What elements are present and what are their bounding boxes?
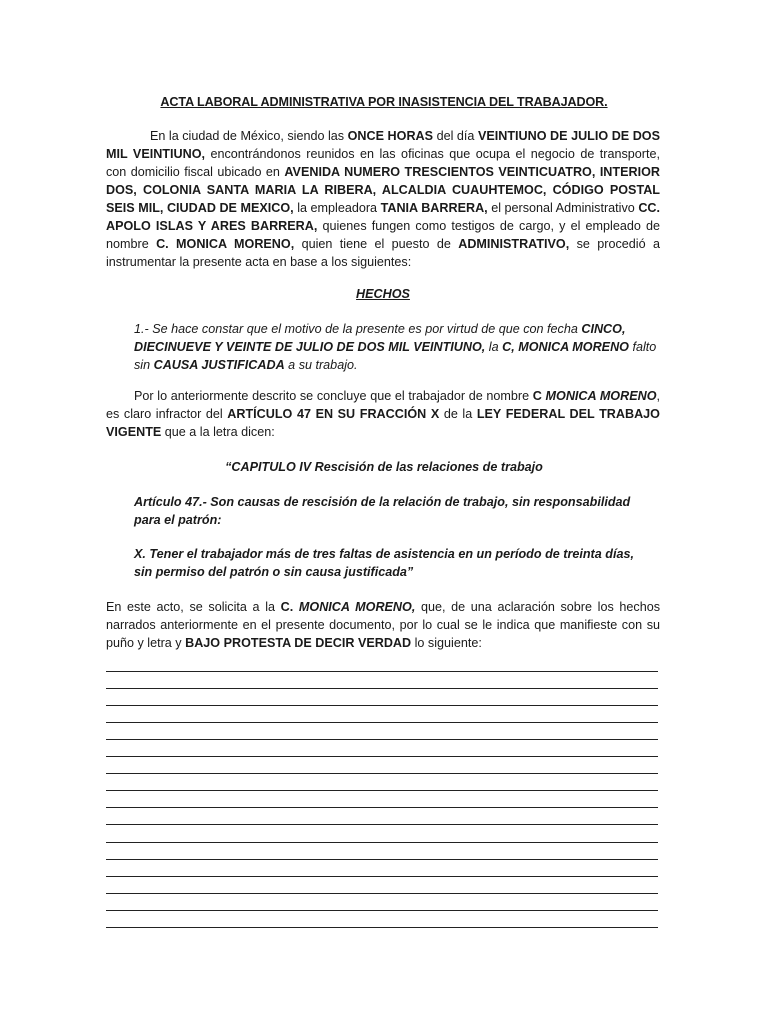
hecho-1-paragraph	[134, 320, 664, 374]
intro-time: ONCE HORAS	[347, 129, 434, 143]
hecho-text: a su trabajo.	[284, 358, 358, 372]
request-text: lo siguiente:	[411, 636, 482, 650]
hecho-text: 1.- Se hace constar que el motivo de la presente es por virtud de que con fecha	[134, 322, 582, 336]
hecho-dates: CINCO, DIECINUEVE Y VEINTE DE JULIO DE DOS MIL VEINTIUNO,	[134, 322, 626, 354]
blank-answer-line	[106, 860, 658, 877]
intro-text: quien tiene el puesto de	[294, 237, 459, 251]
blank-answer-line	[106, 877, 658, 894]
conclusion-text: de la	[439, 407, 477, 421]
intro-text: quienes fungen como testigos de cargo, y el empleado de nombre	[106, 219, 660, 251]
blank-answer-line	[106, 655, 658, 672]
request-oath: BAJO PROTESTA DE DECIR VERDAD	[185, 636, 412, 650]
intro-position: ADMINISTRATIVO,	[458, 237, 570, 251]
blank-answer-line	[106, 825, 658, 842]
intro-date: VEINTIUNO DE JULIO DE DOS MIL VEINTIUNO,	[106, 129, 661, 161]
intro-text: del día	[433, 129, 478, 143]
intro-text: se procedió a instrumentar la presente acta en base a los siguientes:	[106, 237, 660, 269]
blank-answer-line	[106, 689, 658, 706]
intro-text: el personal Administrativo	[487, 201, 639, 215]
article-47-text: Artículo 47.- Son causas de rescisión de la relación de trabajo, sin responsabilidad para el patrón:	[134, 495, 631, 527]
conclusion-text: Por lo anteriormente descrito se concluye que el trabajador de nombre	[134, 389, 533, 403]
intro-employee: C. MONICA MORENO,	[156, 237, 295, 251]
document-title: ACTA LABORAL ADMINISTRATIVA POR INASISTENCIA DEL TRABAJADOR.	[160, 95, 608, 109]
blank-answer-line	[106, 672, 658, 689]
blank-answer-line	[106, 843, 658, 860]
hecho-text: la	[485, 340, 503, 354]
conclusion-law: LEY FEDERAL DEL TRABAJO VIGENTE	[106, 407, 660, 439]
blank-answer-line	[106, 706, 658, 723]
request-employee: MONICA MORENO,	[298, 600, 416, 614]
blank-answer-line	[106, 911, 658, 928]
hecho-employee: C, MONICA MORENO	[502, 340, 629, 354]
quote-chapter-title: “CAPITULO IV Rescisión de las relaciones de trabajo	[225, 460, 543, 474]
answer-blank-lines	[106, 655, 658, 928]
intro-text: encontrándonos reunidos en las oficinas que ocupa el negocio de transporte, con domicilio fiscal ubicado en	[106, 147, 660, 179]
intro-paragraph	[106, 127, 660, 271]
request-text: que, de una aclaración sobre los hechos narrados anteriormente en el presente documento, por lo cual se le indica que manifieste con su puño y letra y	[106, 600, 661, 650]
blank-answer-line	[106, 791, 658, 808]
request-paragraph	[106, 598, 660, 652]
conclusion-paragraph	[106, 387, 660, 441]
hecho-cause: CAUSA JUSTIFICADA	[153, 358, 285, 372]
conclusion-text: que a la letra dicen:	[161, 425, 275, 439]
intro-employer: TANIA BARRERA,	[380, 201, 488, 215]
hecho-text: falto sin	[134, 340, 657, 372]
intro-witnesses: CC. APOLO ISLAS Y ARES BARRERA,	[106, 201, 661, 233]
blank-answer-line	[106, 740, 658, 757]
blank-answer-line	[106, 774, 658, 791]
hechos-heading: HECHOS	[356, 287, 410, 301]
blank-answer-line	[106, 723, 658, 740]
blank-answer-line	[106, 894, 658, 911]
intro-text: En la ciudad de México, siendo las	[150, 129, 348, 143]
request-text: En este acto, se solicita a la	[106, 600, 281, 614]
conclusion-prefix: C	[532, 389, 546, 403]
blank-answer-line	[106, 757, 658, 774]
blank-answer-line	[106, 808, 658, 825]
fraction-x-text: X. Tener el trabajador más de tres faltas de asistencia en un período de treinta días, sin permiso del patrón o sin causa justificada”	[134, 547, 634, 579]
intro-address: AVENIDA NUMERO TRESCIENTOS VEINTICUATRO, INTERIOR DOS, COLONIA SANTA MARIA LA RIBERA, ALCALDIA CUAUHTEMOC, CÓDIGO POSTAL SEIS MIL, CIUDAD DE MEXICO,	[106, 165, 660, 215]
intro-text: la empleadora	[293, 201, 381, 215]
conclusion-employee: MONICA MORENO	[545, 389, 657, 403]
request-prefix: C.	[280, 600, 299, 614]
conclusion-article: ARTÍCULO 47 EN SU FRACCIÓN X	[227, 407, 440, 421]
conclusion-text: , es claro infractor del	[106, 389, 660, 421]
